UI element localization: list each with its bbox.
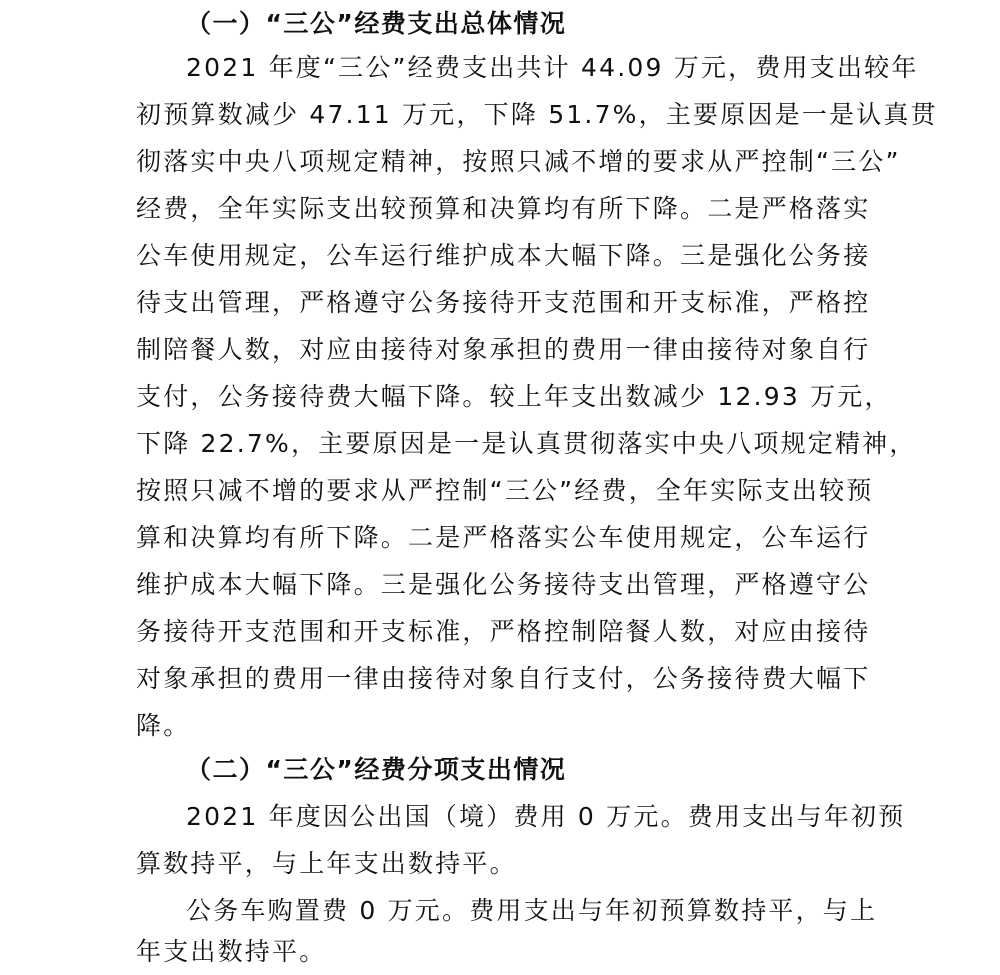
paragraph-line: 按照只减不增的要求从严控制“三公”经费，全年实际支出较预	[136, 476, 874, 505]
paragraph-line: 公务车购置费 0 万元。费用支出与年初预算数持平，与上	[186, 896, 878, 925]
paragraph-line: 待支出管理，严格遵守公务接待开支范围和开支标准，严格控	[136, 288, 871, 317]
paragraph-line: 下降 22.7%，主要原因是一是认真贯彻落实中央八项规定精神，	[136, 429, 917, 458]
paragraph-line: 2021 年度“三公”经费支出共计 44.09 万元，费用支出较年	[186, 53, 919, 82]
paragraph-line: 对象承担的费用一律由接待对象自行支付，公务接待费大幅下	[136, 664, 871, 693]
section-heading-overall: （一）“三公”经费支出总体情况	[186, 9, 567, 38]
paragraph-line: 降。	[136, 711, 191, 740]
section-heading-itemized: （二）“三公”经费分项支出情况	[186, 755, 567, 784]
paragraph-line: 彻落实中央八项规定精神，按照只减不增的要求从严控制“三公”	[136, 147, 901, 176]
paragraph-line: 公车使用规定，公车运行维护成本大幅下降。三是强化公务接	[136, 241, 871, 270]
paragraph-line: 经费，全年实际支出较预算和决算均有所下降。二是严格落实	[136, 194, 871, 223]
paragraph-line: 2021 年度因公出国（境）费用 0 万元。费用支出与年初预	[186, 802, 906, 831]
paragraph-line: 务接待开支范围和开支标准，严格控制陪餐人数，对应由接待	[136, 617, 871, 646]
paragraph-line: 制陪餐人数，对应由接待对象承担的费用一律由接待对象自行	[136, 335, 871, 364]
paragraph-line: 维护成本大幅下降。三是强化公务接待支出管理，严格遵守公	[136, 570, 871, 599]
paragraph-line: 支付，公务接待费大幅下降。较上年支出数减少 12.93 万元，	[136, 382, 892, 411]
paragraph-line: 初预算数减少 47.11 万元，下降 51.7%，主要原因是一是认真贯	[136, 100, 938, 129]
paragraph-line: 算数持平，与上年支出数持平。	[136, 849, 517, 878]
paragraph-line: 算和决算均有所下降。二是严格落实公车使用规定，公车运行	[136, 523, 871, 552]
paragraph-line: 年支出数持平。	[136, 937, 327, 966]
